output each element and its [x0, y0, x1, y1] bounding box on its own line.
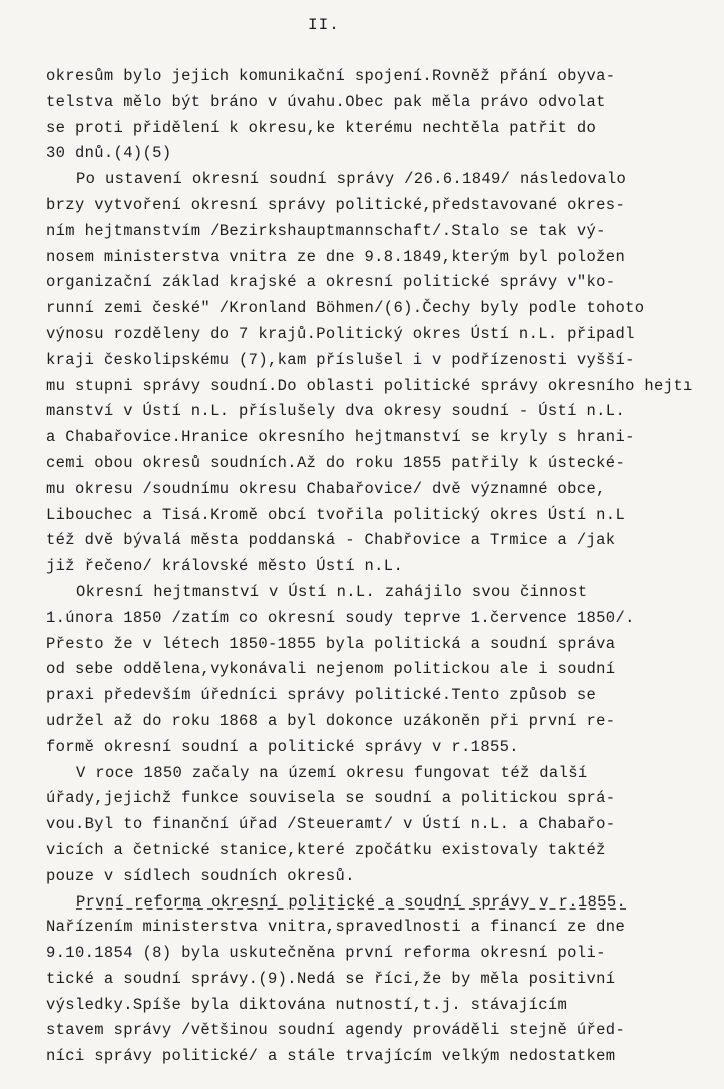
text-line: od sebe oddělena,vykonávali nejenom politickou ale i soudní: [46, 660, 616, 679]
text-line: formě okresní soudní a politické správy v r.1855.: [46, 737, 519, 756]
text-line: se proti přidělení k okresu,ke kterému nechtěla patřit do: [46, 118, 597, 137]
text-line: runní zemi české" /Kronland Böhmen/(6).Čechy byly podle tohoto: [46, 299, 645, 318]
text-line: vicích a četnické stanice,které zpočátku existovaly taktéž: [46, 840, 606, 859]
section-heading: [46, 890, 724, 916]
text-line: níci správy politické/ a stále trvajícím velkým nedostatkem: [46, 1047, 616, 1066]
text-line: stavem správy /většinou soudní agendy prováděli stejně úřed-: [46, 1021, 626, 1040]
text-line: nosem ministerstva vnitra ze dne 9.8.1849,kterým byl položen: [46, 247, 626, 266]
paragraph-start-line: Okresní hejtmanství v Ústí n.L. zahájilo svou činnost: [76, 582, 588, 601]
text-line: ním hejtmanstvím /Bezirkshauptmannschaft/.Stalo se tak vý-: [46, 221, 606, 240]
text-line: manství v Ústí n.L. příslušely dva okresy soudní - Ústí n.L.: [46, 402, 626, 421]
page-body: [46, 64, 724, 1070]
text-line: Libouchec a Tisá.Kromě obcí tvořila politický okres Ústí n.L: [46, 505, 626, 524]
text-line: 30 dnů.(4)(5): [46, 144, 172, 163]
text-line: okresům bylo jejich komunikační spojení.Rovněž přání obyva-: [46, 67, 616, 85]
text-line: výsledky.Spíše byla diktována nutností,t.j. stávajícím: [46, 995, 568, 1014]
text-line: udržel až do roku 1868 a byl dokonce uzákoněn při první re-: [46, 711, 616, 730]
paragraph-start-line: Po ustavení okresní soudní správy /26.6.1849/ následovalo: [76, 170, 627, 189]
paragraph-start-line: V roce 1850 začaly na území okresu fungovat též další: [76, 763, 588, 782]
text-line: Přesto že v létech 1850-1855 byla politická a soudní správa: [46, 634, 616, 653]
text-line: telstva mělo být bráno v úvahu.Obec pak měla právo odvolat: [46, 92, 606, 111]
text-line: mu stupni správy soudní.Do oblasti politické správy okresního hejtı: [46, 376, 693, 395]
text-line: 1.února 1850 /zatím co okresní soudy teprve 1.července 1850/.: [46, 608, 635, 627]
section-heading-text: První reforma okresní politické a soudní správy v r.1855.: [76, 892, 627, 911]
text-line: Nařízením ministerstva vnitra,spravedlnosti a financí ze dne: [46, 918, 626, 937]
text-line: též dvě bývalá města poddanská - Chabřovice a Trmice a /jak: [46, 531, 616, 550]
text-line: vou.Byl to finanční úřad /Steueramt/ v Ústí n.L. a Chabařo-: [46, 815, 616, 834]
text-line: již řečeno/ královské město Ústí n.L.: [46, 557, 404, 576]
text-line: praxi především úředníci správy politické.Tento způsob se: [46, 686, 597, 705]
text-line: mu okresu /soudnímu okresu Chabařovice/ dvě významné obce,: [46, 479, 606, 498]
text-line: výnosu rozděleny do 7 krajů.Politický okres Ústí n.L. připadl: [46, 324, 635, 343]
text-line: a Chabařovice.Hranice okresního hejtmanství se kryly s hrani-: [46, 428, 635, 447]
text-line: 9.10.1854 (8) byla uskutečněna první reforma okresní poli-: [46, 944, 606, 963]
text-line: úřady,jejichž funkce souvisela se soudní a politickou sprá-: [46, 789, 616, 808]
text-line: organizační základ krajské a okresní politické správy v"ko-: [46, 273, 616, 292]
page-number: II.: [308, 16, 340, 34]
text-line: cemi obou okresů soudních.Až do roku 1855 patřily k ústecké-: [46, 453, 626, 472]
text-line: tické a soudní správy.(9).Nedá se říci,že by měla positivní: [46, 969, 616, 988]
text-line: kraji českolipskému (7),kam příslušel i v podřízenosti vyšší-: [46, 350, 635, 369]
text-line: pouze v sídlech soudních okresů.: [46, 866, 355, 885]
text-line: brzy vytvoření okresní správy politické,představované okres-: [46, 195, 626, 214]
